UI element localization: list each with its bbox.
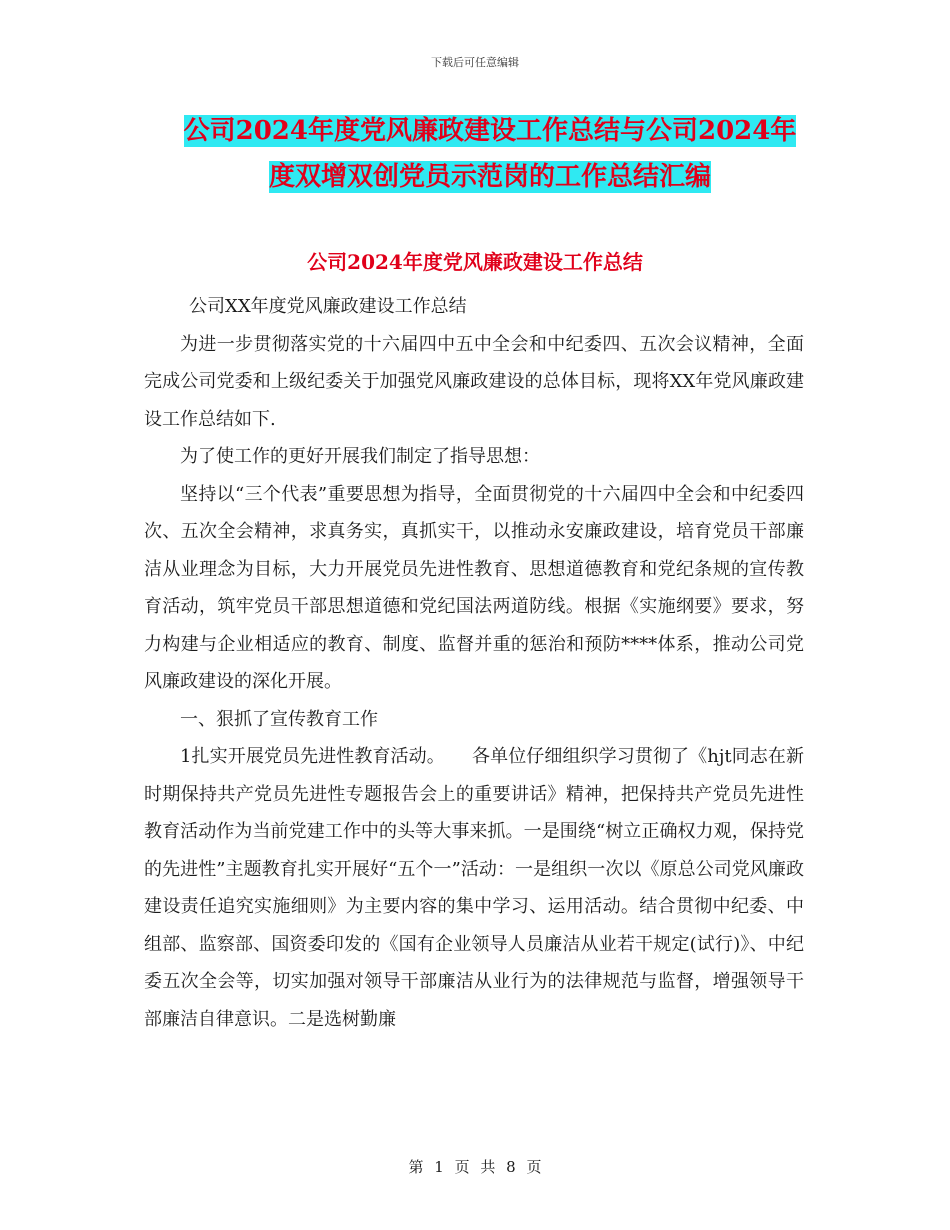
document-title bbox=[140, 108, 840, 200]
body-paragraph: 为了使工作的更好开展我们制定了指导思想： bbox=[180, 446, 540, 467]
page-number: 第 1 页 共 8 页 bbox=[408, 1158, 542, 1176]
document-body bbox=[144, 288, 804, 1038]
section-title: 公司2024年度党风廉政建设工作总结 bbox=[307, 250, 643, 274]
body-heading: 一、狠抓了宣传教育工作 bbox=[180, 708, 378, 730]
document-title-line-1: 公司2024年度党风廉政建设工作总结与公司2024年 bbox=[183, 116, 797, 146]
document-title-line-2: 度双增双创党员示范岗的工作总结汇编 bbox=[268, 162, 711, 192]
body-paragraph: 坚持以“三个代表”重要思想为指导，全面贯彻党的十六届四中全会和中纪委四次、五次全会精神，求真务实，真抓实干，以推动永安廉政建设，培育党员干部廉洁从业理念为目标，大力开展党员先进性教育、思想道德教育和党纪条规的宣传教育活动，筑牢党员干部思想道德和党纪国法两道防线。根据《实施纲要》要求，努力构建与企业相适应的教育、制度、监督并重的惩治和预防****体系，推动公司党风廉政建设的深化开展。 bbox=[144, 483, 804, 692]
body-paragraph: 为进一步贯彻落实党的十六届四中五中全会和中纪委四、五次会议精神，全面完成公司党委和上级纪委关于加强党风廉政建设的总体目标，现将XX年党风廉政建设工作总结如下. bbox=[144, 333, 804, 430]
body-paragraph: 1扎实开展党员先进性教育活动。 各单位仔细组织学习贯彻了《hjt同志在新时期保持共产党员先进性专题报告会上的重要讲话》精神，把保持共产党员先进性教育活动作为当前党建工作中的头等大事来抓。一是围绕“树立正确权力观，保持党的先进性”主题教育扎实开展好“五个一”活动：一是组织一次以《原总公司党风廉政建设责任追究实施细则》为主要内容的集中学习、运用活动。结合贯彻中纪委、中组部、监察部、国资委印发的《国有企业领导人员廉洁从业若干规定(试行)》、中纪委五次全会等，切实加强对领导干部廉洁从业行为的法律规范与监督，增强领导干部廉洁自律意识。二是选树勤廉 bbox=[144, 746, 804, 1030]
page-header-note: 下载后可任意编辑 bbox=[431, 56, 519, 69]
body-subtitle: 公司XX年度党风廉政建设工作总结 bbox=[189, 296, 467, 317]
